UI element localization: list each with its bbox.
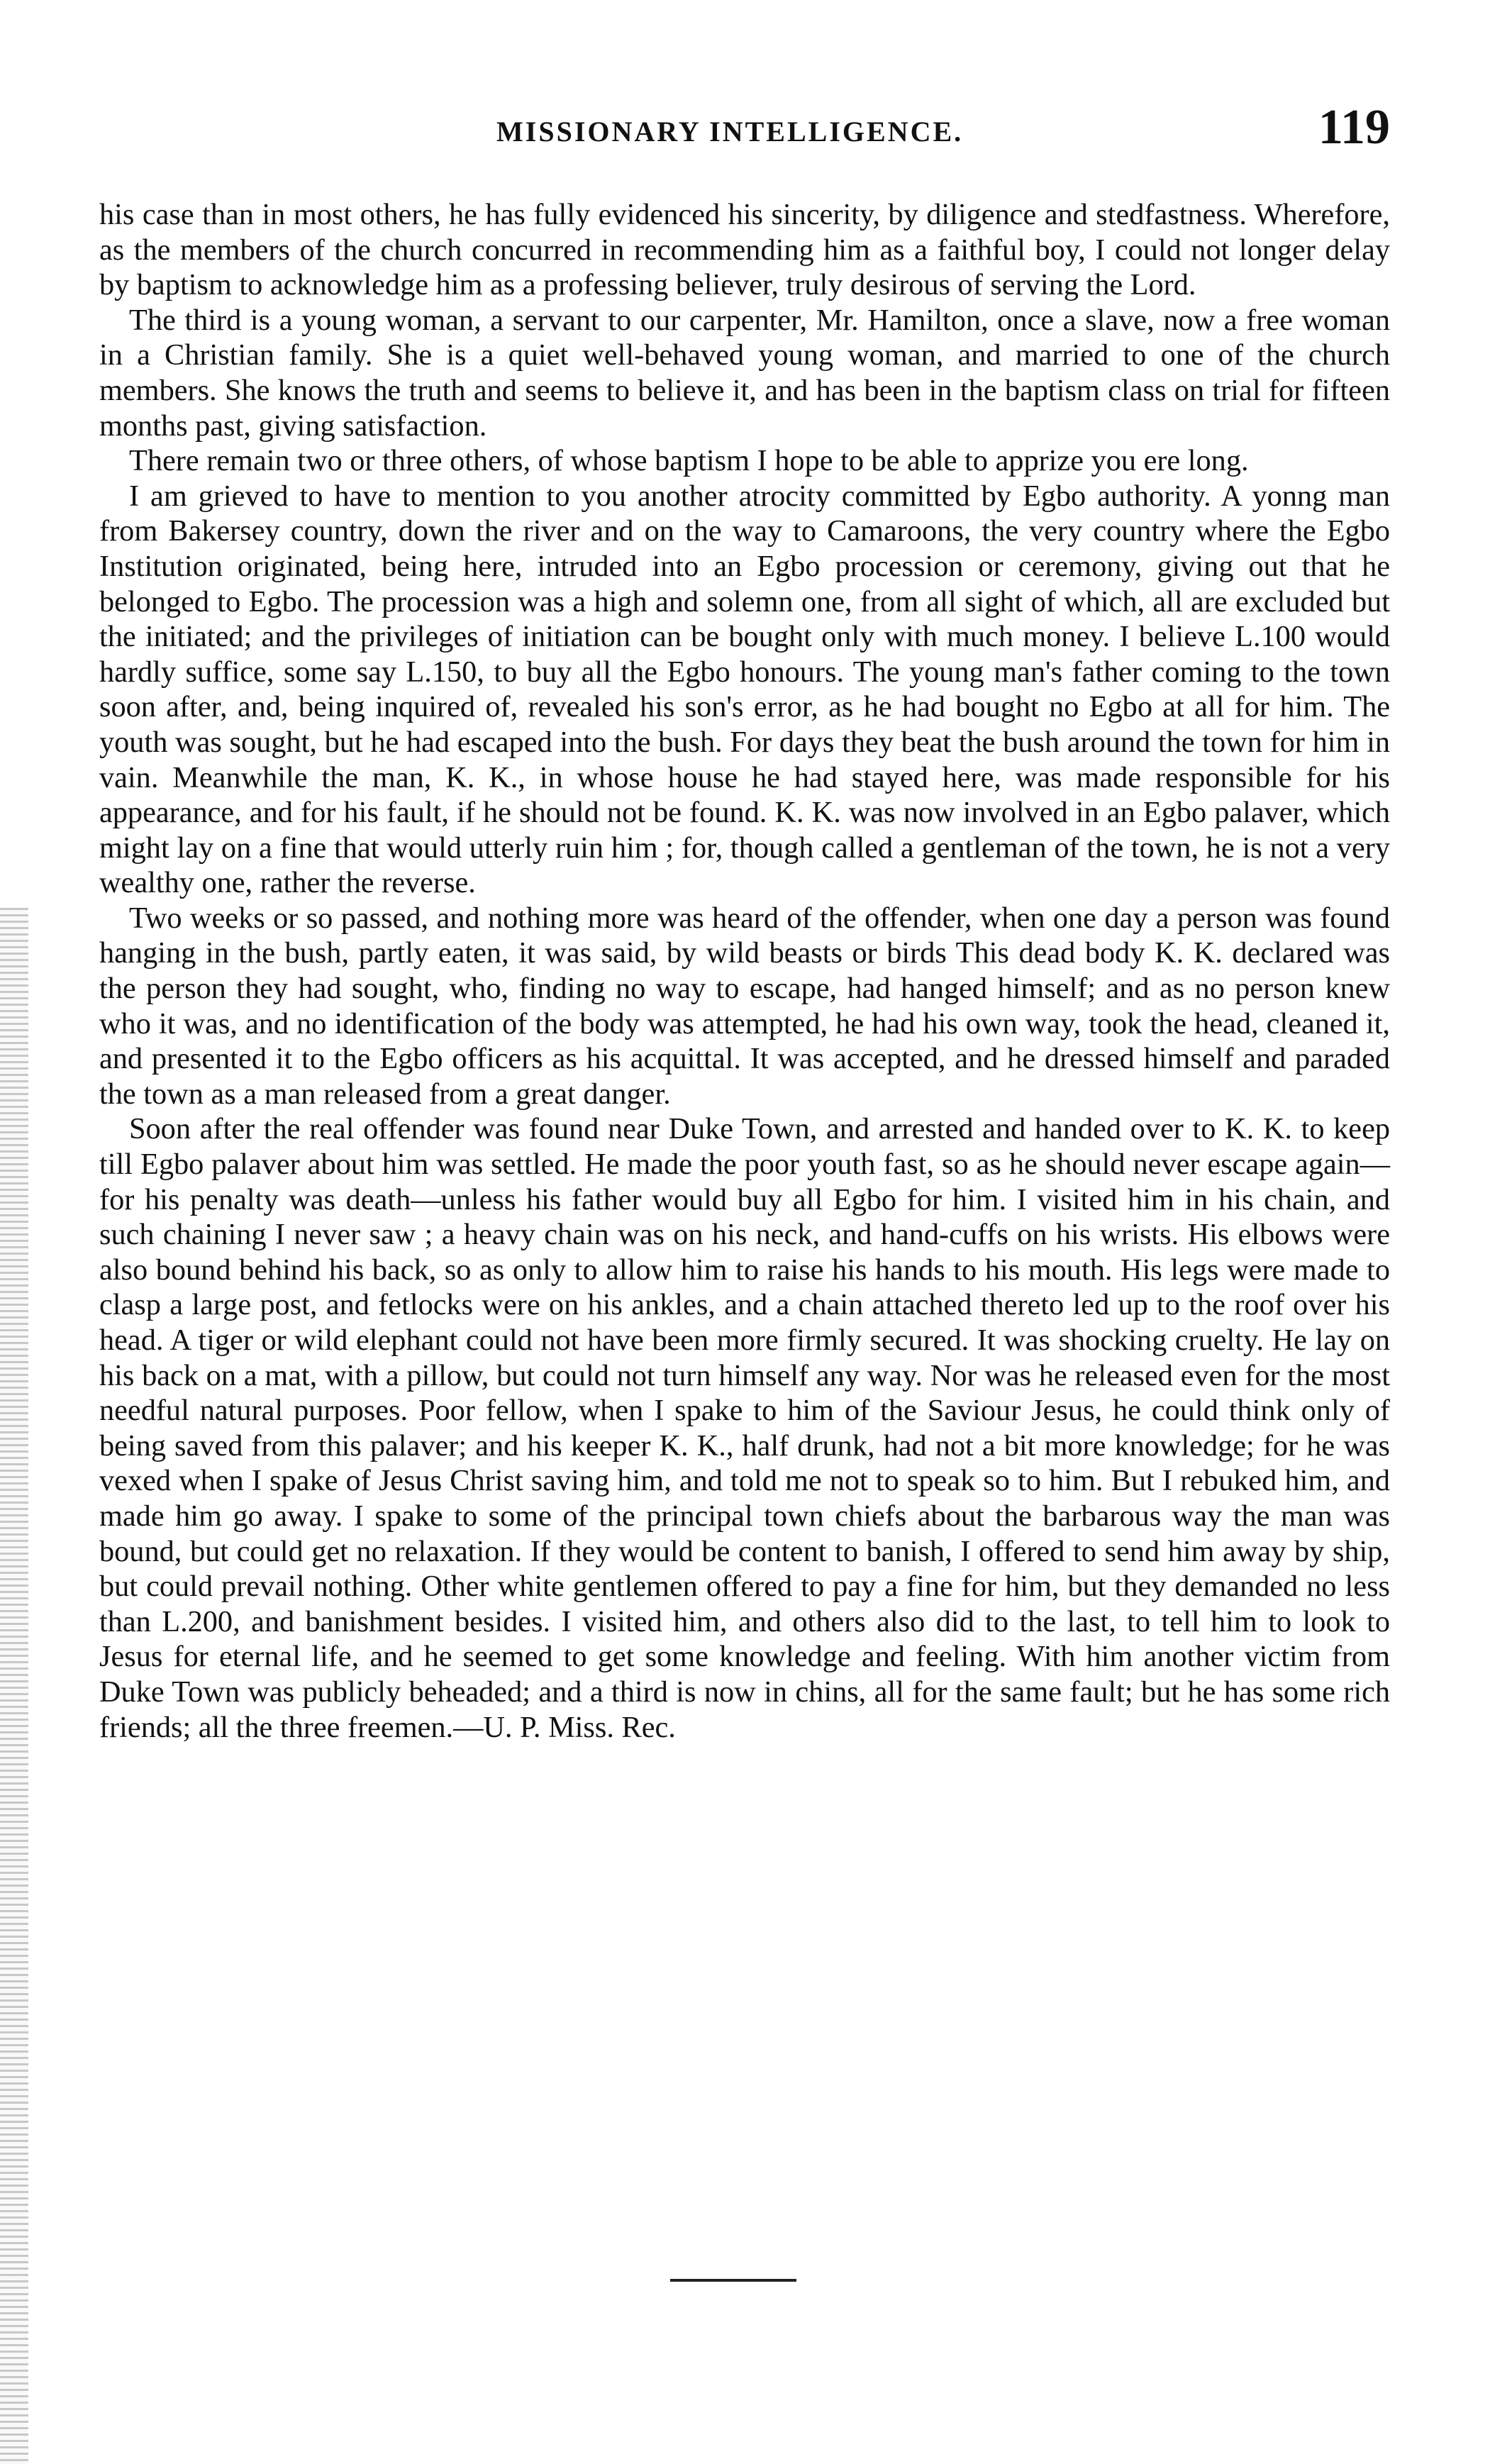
scanned-binding-edge: [0, 908, 28, 2464]
section-divider-rule: [670, 2279, 796, 2282]
running-head: [99, 99, 1390, 163]
paragraph: Soon after the real offender was found near Duke Town, and arrested and handed over to K. K. to keep till Egbo palaver about him was settled. He made the poor youth fast, so as he should never escape again—for his penalty was death—unless his father would buy all Egbo for him. I visited him in his chain, and such chaining I never saw ; a heavy chain was on his neck, and hand-cuffs on his wrists. His elbows were also bound behind his back, so as only to allow him to raise his hands to his mouth. His legs were made to clasp a large post, and fetlocks were on his ankles, and a chain attached thereto led up to the roof over his head. A tiger or wild elephant could not have been more firmly secured. It was shocking cruelty. He lay on his back on a mat, with a pillow, but could not turn himself any way. Nor was he released even for the most needful natural purposes. Poor fellow, when I spake to him of the Saviour Jesus, he could think only of being saved from this palaver; and his keeper K. K., half drunk, had not a bit more knowledge; for he was vexed when I spake of Jesus Christ saving him, and told me not to speak so to him. But I rebuked him, and made him go away. I spake to some of the principal town chiefs about the barbarous way the man was bound, but could get no relaxation. If they would be content to banish, I offered to send him away by ship, but could prevail nothing. Other white gentlemen offered to pay a fine for him, but they demanded no less than L.200, and banishment besides. I visited him, and others also did to the last, to tell him to look to Jesus for eternal life, and he seemed to get some knowledge and feeling. With him another victim from Duke Town was publicly beheaded; and a third is now in chins, all for the same fault; but he has some rich friends; all the three freemen.—U. P. Miss. Rec.: [99, 1112, 1390, 1744]
body-text: [99, 197, 1390, 1745]
paragraph: There remain two or three others, of whose baptism I hope to be able to apprize you ere long.: [129, 444, 1249, 478]
running-title: MISSIONARY INTELLIGENCE.: [496, 116, 964, 148]
paragraph: I am grieved to have to mention to you another atrocity committed by Egbo authority. A yonng man from Bakersey country, down the river and on the way to Camaroons, the very country where the Egbo Institution originated, being here, intruded into an Egbo procession or ceremony, giving out that he belonged to Egbo. The procession was a high and solemn one, from all sight of which, all are excluded but the initiated; and the privileges of initiation can be bought only with much money. I believe L.100 would hardly suffice, some say L.150, to buy all the Egbo honours. The young man's father coming to the town soon after, and, being inquired of, revealed his son's error, as he had bought no Egbo at all for him. The youth was sought, but he had escaped into the bush. For days they beat the bush around the town for him in vain. Meanwhile the man, K. K., in whose house he had stayed here, was made responsible for his appearance, and for his fault, if he should not be found. K. K. was now involved in an Egbo palaver, which might lay on a fine that would utterly ruin him ; for, though called a gentleman of the town, he is not a very wealthy one, rather the reverse.: [99, 479, 1390, 900]
page-number: 119: [1318, 100, 1390, 155]
paragraph: Two weeks or so passed, and nothing more was heard of the offender, when one day a person was found hanging in the bush, partly eaten, it was said, by wild beasts or birds This dead body K. K. declared was the person they had sought, who, finding no way to escape, had hanged himself; and as no person knew who it was, and no identification of the body was attempted, he had his own way, took the head, cleaned it, and presented it to the Egbo officers as his acquittal. It was accepted, and he dressed himself and paraded the town as a man released from a great danger.: [99, 901, 1390, 1111]
paragraph-continuation: his case than in most others, he has fully evidenced his sincerity, by diligence and stedfastness. Wherefore, as the members of the church concurred in recommending him as a faithful boy, I could not longer delay by baptism to acknowledge him as a professing believer, truly desirous of serving the Lord.: [99, 198, 1390, 302]
paragraph: The third is a young woman, a servant to our carpenter, Mr. Hamilton, once a slave, now a free woman in a Christian family. She is a quiet well-behaved young woman, and married to one of the church members. She knows the truth and seems to believe it, and has been in the baptism class on trial for fifteen months past, giving satisfaction.: [99, 303, 1390, 443]
